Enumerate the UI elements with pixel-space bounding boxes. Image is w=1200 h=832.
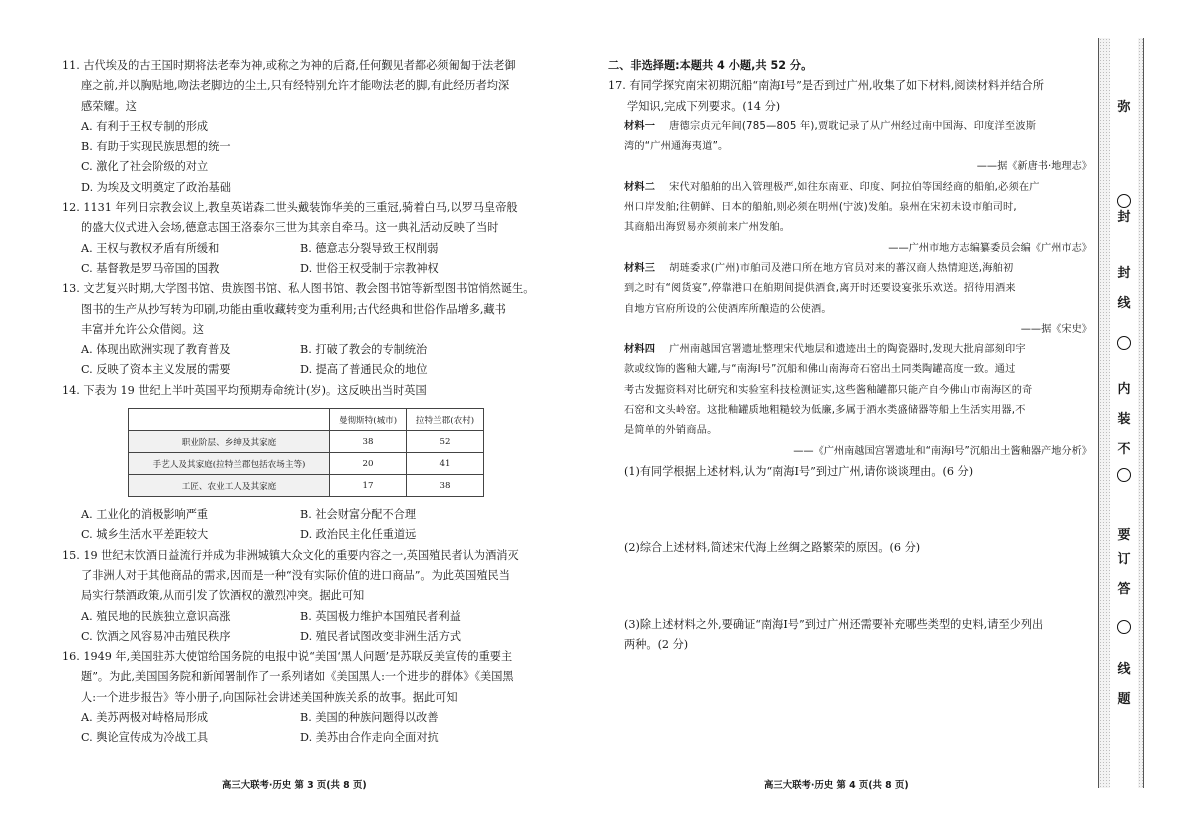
table-cell: 38	[330, 431, 407, 453]
q15-option-d: D. 殖民者试图改变非洲生活方式	[300, 629, 462, 643]
q11-stem-line-2: 座之前,并以胸贴地,吻法老脚边的尘土,只有经特别允许才能吻法老的脚,有此经历者均深	[81, 79, 510, 93]
q12-stem-line-1: 12. 1131 年列日宗教会议上,教皇英诺森二世头戴装饰华美的三重冠,骑着白马,以罗马皇帝般	[62, 201, 518, 215]
question-16	[62, 647, 540, 748]
q13-option-c: C. 反映了资本主义发展的需要	[81, 363, 231, 377]
material-1-source: ——据《新唐书·地理志》	[976, 161, 1092, 173]
answer-space-1[interactable]	[608, 482, 1092, 538]
binding-circle-icon	[1117, 620, 1131, 634]
answer-space-2[interactable]	[608, 559, 1092, 615]
table-row	[129, 431, 484, 453]
q16-option-a: A. 美苏两极对峙格局形成	[81, 711, 209, 725]
table-row-label: 职业阶层、乡绅及其家庭	[129, 431, 330, 453]
material-4-line-4: 石窑和文头岭窑。这批釉罐质地粗糙较为低廉,多属于酒水类盛储器等船上生活实用器,不	[624, 405, 1026, 417]
table-cell: 17	[330, 475, 407, 497]
material-4-line-5: 是简单的外销商品。	[624, 425, 718, 437]
material-2	[608, 178, 1092, 259]
question-11	[62, 56, 540, 198]
q17-stem-line-1: 17. 有同学探究南宋初期沉船“南海Ⅰ号”是否到过广州,收集了如下材料,阅读材料并结合所	[608, 79, 1044, 93]
material-1-line-2: 湾的“广州通海夷道”。	[624, 141, 729, 153]
q13-option-b: B. 打破了教会的专制统治	[300, 343, 428, 357]
table-header-blank	[129, 409, 330, 431]
material-3	[608, 259, 1092, 340]
binding-char: 线	[1117, 662, 1131, 677]
q15-stem-line-2: 了非洲人对于其他商品的需求,因而是一种“没有实际价值的进口商品”。为此英国殖民当	[81, 568, 510, 582]
q16-stem-line-1: 16. 1949 年,美国驻苏大使馆给国务院的电报中说“美国‘黑人问题’是苏联反美宣传的重要主	[62, 650, 513, 664]
material-1-text: 唐德宗贞元年间(785—805 年),贾耽记录了从广州经过南中国海、印度洋至波斯	[669, 120, 1037, 132]
q15-option-c: C. 饮酒之风容易冲击殖民秩序	[81, 629, 231, 643]
q12-option-c: C. 基督教是罗马帝国的国教	[81, 261, 220, 275]
material-1-label: 材料一	[624, 120, 656, 132]
q14-options-row-1	[62, 505, 540, 525]
q16-option-d: D. 美苏由合作走向全面对抗	[300, 731, 439, 745]
q15-options-row-2	[62, 627, 540, 647]
question-15	[62, 546, 540, 647]
question-14	[62, 381, 540, 546]
q14-option-c: C. 城乡生活水平差距较大	[81, 528, 209, 542]
q11-option-b: B. 有助于实现民族思想的统一	[81, 140, 231, 154]
q16-options-row-1	[62, 708, 540, 728]
binding-char: 弥	[1117, 100, 1131, 115]
sub-question-3-line-2: 两种。(2 分)	[624, 637, 689, 651]
table-row	[129, 453, 484, 475]
q14-options-row-2	[62, 525, 540, 545]
material-1	[608, 117, 1092, 178]
q12-option-a: A. 王权与教权矛盾有所缓和	[81, 241, 220, 255]
sub-question-3-line-1: (3)除上述材料之外,要确证“南海Ⅰ号”到过广州还需要补充哪些类型的史料,请至少列出	[624, 617, 1044, 631]
q11-option-a: A. 有利于王权专制的形成	[81, 119, 209, 133]
table-cell: 20	[330, 453, 407, 475]
q14-option-d: D. 政治民主化任重道远	[300, 528, 417, 542]
q17-stem-line-2: 学知识,完成下列要求。(14 分)	[627, 99, 781, 113]
q13-stem-line-2: 图书的生产从抄写转为印刷,功能由重收藏转变为重利用;古代经典和世俗作品增多,藏书	[81, 302, 506, 316]
question-13	[62, 279, 540, 380]
material-4-line-1	[608, 340, 1092, 360]
q13-options-row-2	[62, 360, 540, 380]
material-3-label: 材料三	[624, 262, 656, 274]
material-4-line-3: 考古发掘资料对比研究和实验室科技检测证实,这些酱釉罐都只能产自今佛山市南海区的奇	[624, 384, 1033, 396]
binding-circle-icon	[1117, 468, 1131, 482]
q12-options-row-2	[62, 259, 540, 279]
page-footer-right: 高三大联考·历史 第 4 页(共 8 页)	[764, 780, 909, 791]
q16-options-row-2	[62, 728, 540, 748]
q16-stem-line-3: 人:一个进步报告》等小册子,向国际社会讲述美国种族关系的故事。据此可知	[81, 690, 458, 704]
q15-stem-line-1: 15. 19 世纪末饮酒日益流行并成为非洲城镇大众文化的重要内容之一,英国殖民者认为酒消灭	[62, 548, 519, 562]
table-cell: 52	[407, 431, 484, 453]
material-3-line-1	[608, 259, 1092, 279]
section-heading: 二、非选择题:本题共 4 小题,共 52 分。	[608, 59, 813, 72]
table-cell: 41	[407, 453, 484, 475]
material-2-label: 材料二	[624, 181, 656, 193]
q11-stem-line-1: 11. 古代埃及的古王国时期将法老奉为神,或称之为神的后裔,任何觐见者都必须匍匐于法老御	[62, 59, 516, 72]
q14-option-b: B. 社会财富分配不合理	[300, 508, 417, 522]
table-row	[129, 475, 484, 497]
q11-stem-line-3: 感荣耀。这	[81, 99, 137, 113]
q15-stem-line-3: 局实行禁酒政策,从而引发了饮酒权的激烈冲突。据此可知	[81, 589, 365, 603]
binding-char: 封	[1117, 210, 1131, 225]
table-header-row	[129, 409, 484, 431]
q12-stem-line-2: 的盛大仪式进入会场,德意志国王洛泰尔三世为其亲自牵马。这一典礼活动反映了当时	[81, 221, 499, 235]
binding-char: 线	[1117, 296, 1131, 311]
table-row-label: 工匠、农业工人及其家庭	[129, 475, 330, 497]
q15-options-row-1	[62, 607, 540, 627]
material-2-line-2: 州口岸发舶;往朝鲜、日本的船舶,则必须在明州(宁波)发舶。泉州在宋初未设市舶司时,	[624, 202, 1017, 214]
q14-stem-line-1: 14. 下表为 19 世纪上半叶英国平均预期寿命统计(岁)。这反映出当时英国	[62, 383, 427, 397]
material-3-source: ——据《宋史》	[1020, 323, 1092, 335]
q12-option-b: B. 德意志分裂导致王权削弱	[300, 241, 439, 255]
material-3-line-3: 自地方官府所设的公使酒库所酿造的公使酒。	[624, 303, 832, 315]
q12-option-d: D. 世俗王权受制于宗教神权	[300, 261, 439, 275]
q13-option-a: A. 体现出欧洲实现了教育普及	[81, 343, 231, 357]
q16-stem-line-2: 题”。为此,美国国务院和新闻署制作了一系列诸如《美国黑人:一个进步的群体》《美国黑	[81, 670, 514, 684]
q15-option-a: A. 殖民地的民族独立意识高涨	[81, 609, 231, 623]
binding-char: 装	[1117, 412, 1131, 427]
sub-question-1: (1)有同学根据上述材料,认为“南海Ⅰ号”到过广州,请你谈谈理由。(6 分)	[624, 464, 974, 478]
binding-char: 不	[1117, 442, 1131, 457]
q16-option-b: B. 美国的种族问题得以改善	[300, 711, 439, 725]
binding-char: 内	[1117, 382, 1131, 397]
q16-option-c: C. 舆论宣传成为冷战工具	[81, 731, 209, 745]
q11-option-d: D. 为埃及文明奠定了政治基础	[81, 180, 231, 194]
q13-stem-line-3: 丰富并允许公众借阅。这	[81, 322, 205, 336]
material-4-line-2: 款或纹饰的酱釉大罐,与“南海Ⅰ号”沉船和佛山南海奇石窑出土同类陶罐高度一致。通过	[624, 364, 1016, 376]
material-4-label: 材料四	[624, 344, 656, 356]
table-cell: 38	[407, 475, 484, 497]
material-2-line-1	[608, 178, 1092, 198]
q15-option-b: B. 英国极力维护本国殖民者利益	[300, 609, 461, 623]
table-header-rutland: 拉特兰郡(农村)	[407, 409, 484, 431]
binding-circle-icon	[1117, 336, 1131, 350]
material-3-text: 胡琏委求(广州)市舶司及港口所在地方官员对来的蕃汉商人热情迎送,海舶初	[669, 262, 1014, 274]
binding-char: 订	[1117, 552, 1131, 567]
q12-options-row-1	[62, 239, 540, 259]
material-1-line-1	[608, 117, 1092, 137]
q11-option-c: C. 激化了社会阶级的对立	[81, 160, 209, 174]
binding-char: 封	[1117, 266, 1131, 281]
q13-option-d: D. 提高了普通民众的地位	[300, 363, 428, 377]
material-3-line-2: 到之时有“阅货宴”,停靠港口在舶期间提供酒食,离开时还要设宴张乐欢送。招待用酒来	[624, 283, 1016, 295]
life-expectancy-table	[128, 408, 484, 497]
q13-stem-line-1: 13. 文艺复兴时期,大学图书馆、贵族图书馆、私人图书馆、教会图书馆等新型图书馆悄然诞生。	[62, 282, 535, 296]
material-4-source: ——《广州南越国宫署遗址和“南海Ⅰ号”沉船出土酱釉器产地分析》	[793, 445, 1092, 457]
sub-question-2: (2)综合上述材料,简述宋代海上丝绸之路繁荣的原因。(6 分)	[624, 541, 921, 555]
right-page	[608, 56, 1092, 655]
q13-options-row-1	[62, 340, 540, 360]
material-2-text: 宋代对船舶的出入管理极严,如往东南亚、印度、阿拉伯等国经商的船舶,必须在广	[669, 181, 1040, 193]
material-2-line-3: 其商船出海贸易亦须前来广州发舶。	[624, 222, 791, 234]
material-2-source: ——广州市地方志编纂委员会编《广州市志》	[888, 242, 1092, 254]
binding-char: 题	[1117, 692, 1131, 707]
binding-char: 要	[1117, 528, 1131, 543]
material-4	[608, 340, 1092, 462]
table-row-label: 手艺人及其家庭(拉特兰郡包括农场主等)	[129, 453, 330, 475]
binding-char: 答	[1117, 582, 1131, 597]
page-footer-left: 高三大联考·历史 第 3 页(共 8 页)	[222, 780, 367, 791]
q14-option-a: A. 工业化的消极影响严重	[81, 508, 209, 522]
table-header-manchester: 曼彻斯特(城市)	[330, 409, 407, 431]
material-4-text: 广州南越国宫署遗址整理宋代地层和遗迹出土的陶瓷器时,发现大批肩部刻印宇	[669, 344, 1026, 356]
left-page	[62, 56, 540, 749]
question-12	[62, 198, 540, 279]
